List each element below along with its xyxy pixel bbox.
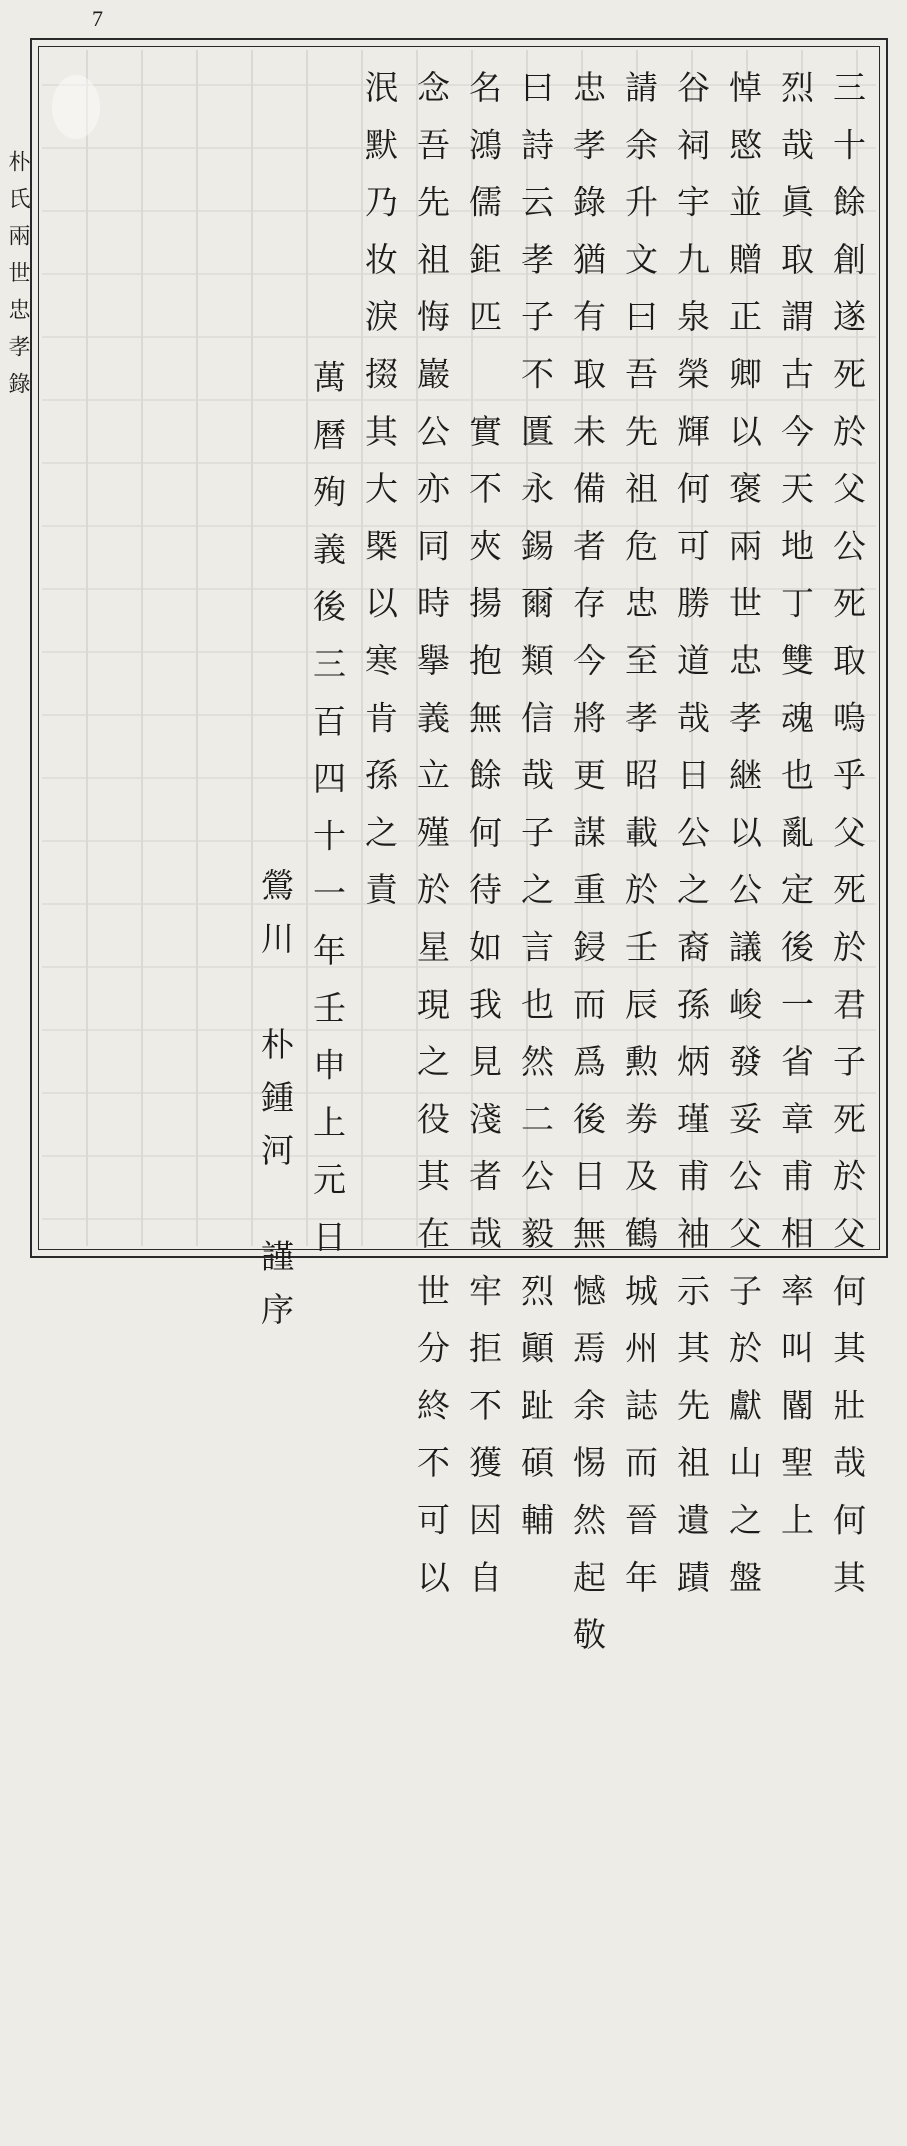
- text-column: 名鴻儒鉅匹 實不夾揚抱無餘何待如我見淺者哉牢拒不獲因自: [464, 70, 503, 1618]
- text-column: 曰詩云孝子不匱永錫爾類信哉子之言也然二公毅烈顚趾碩輔: [516, 70, 555, 1560]
- text-column: 請余升文曰吾先祖危忠至孝昭載於壬辰勲劵及鶴城州誌而晉年: [620, 70, 659, 1618]
- text-column: 谷祠宇九泉榮輝何可勝道哉日公之裔孫炳瑾甫袖示其先祖遺蹟: [672, 70, 711, 1618]
- page-number: 7: [92, 6, 103, 31]
- text-column: 念吾先祖悔巖公亦同時擧義立殣於星現之役其在世分終不可以: [412, 70, 451, 1618]
- text-column: 三十餘創遂死於父公死取嗚乎父死於君子死於父何其壯哉何其: [828, 70, 867, 1618]
- text-column: 泯默乃妆淚掇其大槩以寒肯孫之責: [360, 70, 399, 930]
- text-column: 忠孝錄猶有取未備者存今將更謀重鋟而爲後日無憾焉余惕然起敬: [568, 70, 607, 1675]
- text-column: 悼愍並贈正卿以褒兩世忠孝継以公議峻發妥公父子於獻山之盤: [724, 70, 763, 1618]
- text-column: 烈哉眞取謂古今天地丁雙魂也亂定後一省章甫相率叫閽聖上: [776, 70, 815, 1560]
- side-title: 朴氏兩世忠孝錄: [5, 150, 30, 409]
- author-signature: 鶯川 朴鍾河 謹序: [256, 868, 295, 1345]
- faded-seal-mark: [52, 75, 100, 139]
- date-line: 萬曆殉義後三百四十一年壬申上元日: [308, 360, 347, 1277]
